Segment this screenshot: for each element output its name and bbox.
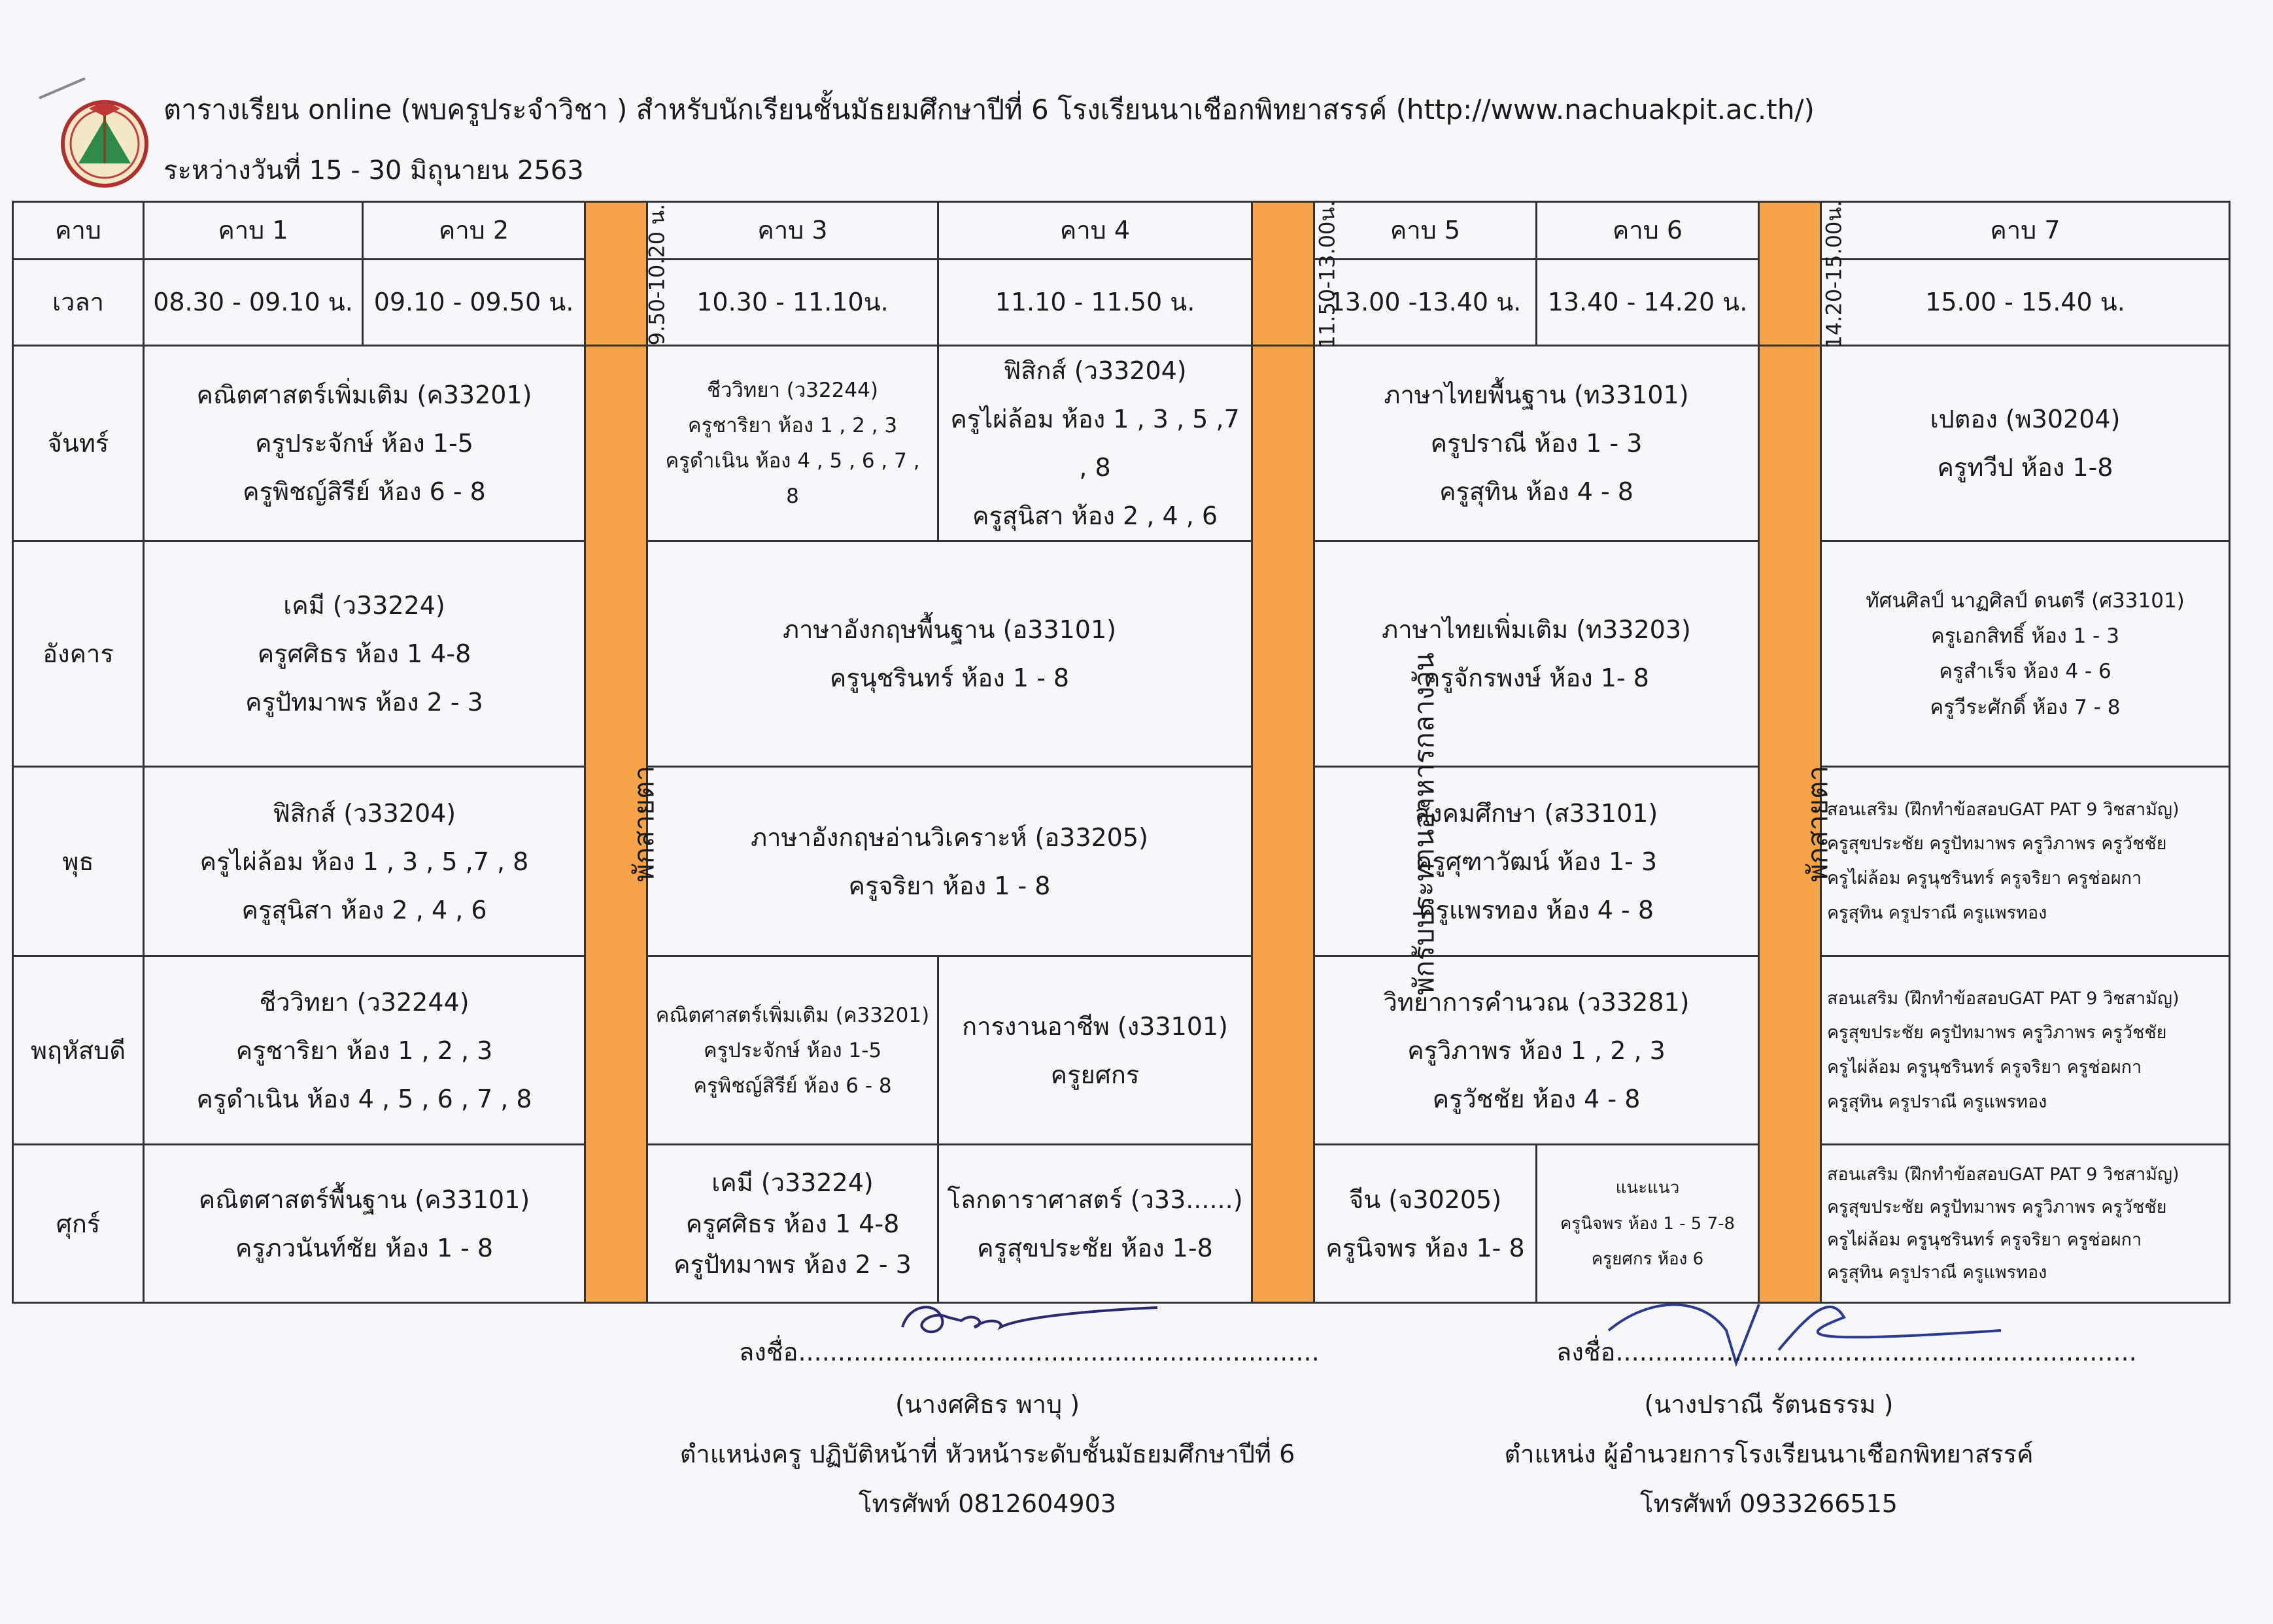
break-lunch: พักรับประทานอาหารกลางวัน xyxy=(1252,346,1314,1303)
fri-p3: เคมี (ว33224) ครูศศิธร ห้อง 1 4-8 ครูปัทมาพร ห้อง 2 - 3 xyxy=(647,1145,938,1303)
thu-p4: การงานอาชีพ (ง33101) ครูยศกร xyxy=(938,956,1252,1145)
time-row xyxy=(13,260,2230,346)
row-friday xyxy=(13,1145,2230,1303)
break-time-3: 14.20-15.00น. xyxy=(1759,202,1821,346)
fri-p4: โลกดาราศาสตร์ (ว33......) ครูสุขประชัย ห้อง 1-8 xyxy=(938,1145,1252,1303)
tue-p34: ภาษาอังกฤษพื้นฐาน (อ33101) ครูนุชรินทร์ ห้อง 1 - 8 xyxy=(647,541,1252,767)
row-tuesday xyxy=(13,541,2230,767)
fri-p5: จีน (จ30205) ครูนิจพร ห้อง 1- 8 xyxy=(1314,1145,1537,1303)
period-2: คาบ 2 xyxy=(363,202,585,260)
signer-right-position: ตำแหน่ง ผู้อำนวยการโรงเรียนนาเชือกพิทยาสรรค์ xyxy=(1504,1440,2034,1468)
period-6: คาบ 6 xyxy=(1537,202,1759,260)
tue-p7: ทัศนศิลป์ นาฏศิลป์ ดนตรี (ศ33101) ครูเอกสิทธิ์ ห้อง 1 - 3 ครูสำเร็จ ห้อง 4 - 6 ครูวีระศักดิ์ ห้อง 7 - 8 xyxy=(1821,541,2230,767)
period-7: คาบ 7 xyxy=(1821,202,2230,260)
mon-p56: ภาษาไทยพื้นฐาน (ท33101) ครูปราณี ห้อง 1 - 3 ครูสุทิน ห้อง 4 - 8 xyxy=(1314,346,1759,541)
break-time-2: 11.50-13.00น. xyxy=(1252,202,1314,346)
signer-left-position: ตำแหน่งครู ปฏิบัติหน้าที่ หัวหน้าระดับชั้นมัธยมศึกษาปีที่ 6 xyxy=(679,1440,1295,1468)
time-5: 13.00 -13.40 น. xyxy=(1314,260,1537,346)
time-6: 13.40 - 14.20 น. xyxy=(1537,260,1759,346)
thu-p3: คณิตศาสตร์เพิ่มเติม (ค33201) ครูประจักษ์ ห้อง 1-5 ครูพิชญ์สิรีย์ ห้อง 6 - 8 xyxy=(647,956,938,1145)
timetable xyxy=(12,201,2230,1304)
wed-p34: ภาษาอังกฤษอ่านวิเคราะห์ (อ33205) ครูจริยา ห้อง 1 - 8 xyxy=(647,767,1252,956)
time-2: 09.10 - 09.50 น. xyxy=(363,260,585,346)
signature-right-line: ลงชื่อ.................................................................. xyxy=(1556,1338,2137,1366)
period-label: คาบ xyxy=(13,202,144,260)
day-tuesday: อังคาร xyxy=(13,541,144,767)
school-emblem-logo xyxy=(33,78,157,190)
page-title: ตารางเรียน online (พบครูประจำวิชา ) สำหรับนักเรียนชั้นมัธยมศึกษาปีที่ 6 โรงเรียนนาเชือกพิทยาสรรค์ (http://www.nachuakpit.ac.th/) xyxy=(163,93,1815,126)
thu-p12: ชีววิทยา (ว32244) ครูชาริยา ห้อง 1 , 2 , 3 ครูดำเนิน ห้อง 4 , 5 , 6 , 7 , 8 xyxy=(144,956,585,1145)
row-wednesday xyxy=(13,767,2230,956)
mon-p3: ชีววิทยา (ว32244) ครูชาริยา ห้อง 1 , 2 , 3 ครูดำเนิน ห้อง 4 , 5 , 6 , 7 , 8 xyxy=(647,346,938,541)
tue-p56: ภาษาไทยเพิ่มเติม (ท33203) ครูจักรพงษ์ ห้อง 1- 8 xyxy=(1314,541,1759,767)
tue-p12: เคมี (ว33224) ครูศศิธร ห้อง 1 4-8 ครูปัทมาพร ห้อง 2 - 3 xyxy=(144,541,585,767)
signature-left-line: ลงชื่อ.................................................................. xyxy=(739,1338,1320,1366)
row-thursday xyxy=(13,956,2230,1145)
thu-p56: วิทยาการคำนวณ (ว33281) ครูวิภาพร ห้อง 1 , 2 , 3 ครูวัชชัย ห้อง 4 - 8 xyxy=(1314,956,1759,1145)
wed-p56: สังคมศึกษา (ส33101) ครูศุฑาวัฒน์ ห้อง 1- 3 ครูแพรทอง ห้อง 4 - 8 xyxy=(1314,767,1759,956)
fri-p6: แนะแนว ครูนิจพร ห้อง 1 - 5 7-8 ครูยศกร ห้อง 6 xyxy=(1537,1145,1759,1303)
signer-left-name: (นางศศิธร พาบุ ) xyxy=(895,1390,1080,1419)
signature-right-block xyxy=(1393,1379,2145,1529)
time-4: 11.10 - 11.50 น. xyxy=(938,260,1252,346)
signer-right-phone: โทรศัพท์ 0933266515 xyxy=(1640,1489,1898,1518)
fri-p12: คณิตศาสตร์พื้นฐาน (ค33101) ครูภวนันท์ชัย ห้อง 1 - 8 xyxy=(144,1145,585,1303)
signer-left-phone: โทรศัพท์ 0812604903 xyxy=(859,1489,1116,1518)
day-friday: ศุกร์ xyxy=(13,1145,144,1303)
period-3: คาบ 3 xyxy=(647,202,938,260)
break-eye-rest-1: พักสายตา xyxy=(585,346,647,1303)
mon-p12: คณิตศาสตร์เพิ่มเติม (ค33201) ครูประจักษ์ ห้อง 1-5 ครูพิชญ์สิรีย์ ห้อง 6 - 8 xyxy=(144,346,585,541)
period-5: คาบ 5 xyxy=(1314,202,1537,260)
break-eye-rest-2: พักสายตา xyxy=(1759,346,1821,1303)
date-range: ระหว่างวันที่ 15 - 30 มิถุนายน 2563 xyxy=(163,156,584,186)
signer-right-name: (นางปราณี รัตนธรรม ) xyxy=(1644,1390,1894,1419)
time-1: 08.30 - 09.10 น. xyxy=(144,260,363,346)
mon-p7: เปตอง (พ30204) ครูทวีป ห้อง 1-8 xyxy=(1821,346,2230,541)
day-monday: จันทร์ xyxy=(13,346,144,541)
time-label: เวลา xyxy=(13,260,144,346)
time-7: 15.00 - 15.40 น. xyxy=(1821,260,2230,346)
fri-p7: สอนเสริม (ฝึกทำข้อสอบGAT PAT 9 วิชสามัญ) ครูสุขประชัย ครูปัทมาพร ครูวิภาพร ครูวัชชัย ครูไผ่ล้อม ครูนุชรินทร์ ครูจริยา ครูช่อผกา ครูสุทิน ครูปราณี ครูแพรทอง xyxy=(1821,1145,2230,1303)
period-4: คาบ 4 xyxy=(938,202,1252,260)
break-time-1: 9.50-10.20 น. xyxy=(585,202,647,346)
signature-left-block xyxy=(589,1379,1386,1529)
row-monday xyxy=(13,346,2230,541)
mon-p4: ฟิสิกส์ (ว33204) ครูไผ่ล้อม ห้อง 1 , 3 , 5 ,7 , 8 ครูสุนิสา ห้อง 2 , 4 , 6 xyxy=(938,346,1252,541)
time-3: 10.30 - 11.10น. xyxy=(647,260,938,346)
wed-p12: ฟิสิกส์ (ว33204) ครูไผ่ล้อม ห้อง 1 , 3 , 5 ,7 , 8 ครูสุนิสา ห้อง 2 , 4 , 6 xyxy=(144,767,585,956)
day-thursday: พฤหัสบดี xyxy=(13,956,144,1145)
day-wednesday: พุธ xyxy=(13,767,144,956)
thu-p7: สอนเสริม (ฝึกทำข้อสอบGAT PAT 9 วิชสามัญ) ครูสุขประชัย ครูปัทมาพร ครูวิภาพร ครูวัชชัย ครูไผ่ล้อม ครูนุชรินทร์ ครูจริยา ครูช่อผกา ครูสุทิน ครูปราณี ครูแพรทอง xyxy=(1821,956,2230,1145)
period-1: คาบ 1 xyxy=(144,202,363,260)
wed-p7: สอนเสริม (ฝึกทำข้อสอบGAT PAT 9 วิชสามัญ) ครูสุขประชัย ครูปัทมาพร ครูวิภาพร ครูวัชชัย ครูไผ่ล้อม ครูนุชรินทร์ ครูจริยา ครูช่อผกา ครูสุทิน ครูปราณี ครูแพรทอง xyxy=(1821,767,2230,956)
period-row xyxy=(13,202,2230,260)
